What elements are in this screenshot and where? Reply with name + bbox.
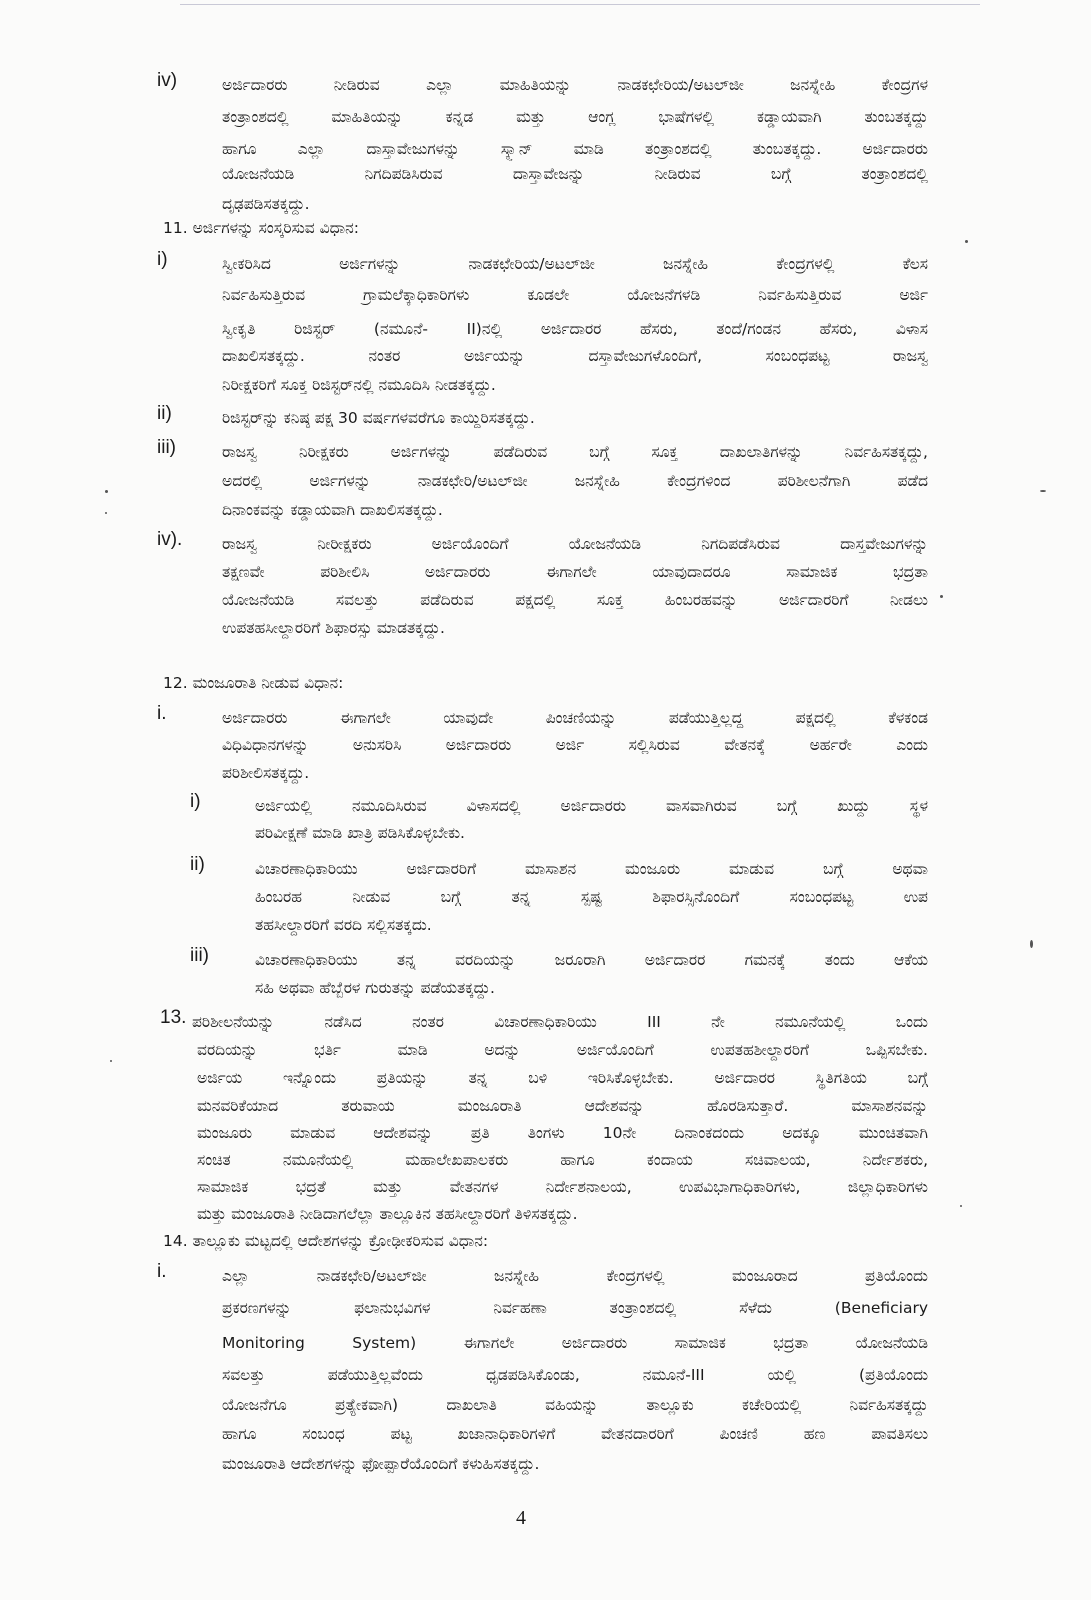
scan-speck [105,490,108,493]
item-label: iii) [157,437,176,458]
text-line: ಮಂಜೂರಾತಿ ಆದೇಶಗಳನ್ನು ಫೋಪ್ಪಾರೆಯೊಂದಿಗೆ ಕಳುಹಿಸತಕ್ಕದ್ದು. [222,1455,540,1473]
section-heading: 14. ತಾಲ್ಲೂಕು ಮಟ್ಟದಲ್ಲಿ ಆದೇಶಗಳನ್ನು ಕ್ರೋಢೀಕರಿಸುವ ವಿಧಾನ: [163,1232,489,1250]
text-line: ಮಂಜೂರು ಮಾಡುವ ಆದೇಶವನ್ನು ಪ್ರತಿ ತಿಂಗಳು 10ನೇ ದಿನಾಂಕದಂದು ಅದಕ್ಕೂ ಮುಂಚಿತವಾಗಿ [197,1124,928,1142]
item-label: i. [157,703,167,724]
text-line: ವರದಿಯನ್ನು ಭರ್ತಿ ಮಾಡಿ ಅದನ್ನು ಅರ್ಜಿಯೊಂದಿಗೆ ಉಪತಹಶೀಲ್ದಾರರಿಗೆ ಒಪ್ಪಿಸಬೇಕು. [197,1041,928,1059]
item-label: ii) [157,403,172,424]
section-heading: 12. ಮಂಜೂರಾತಿ ನೀಡುವ ವಿಧಾನ: [163,674,344,692]
text-line: ರಾಜಸ್ವ ನೀರೀಕ್ಷಕರು ಅರ್ಜಿಯೊಂದಿಗೆ ಯೋಜನೆಯಡಿ ನಿಗದಿಪಡೆಸಿರುವ ದಾಸ್ತವೇಜುಗಳನ್ನು [222,535,928,553]
scan-speck [110,1060,112,1062]
text-line: ಅದರಲ್ಲಿ ಅರ್ಜಿಗಳನ್ನು ನಾಡಕಛೇರಿ/ಅಟಲ್‌ಜೀ ಜನಸ್ನೇಹಿ ಕೇಂದ್ರಗಳಿಂದ ಪರಿಶೀಲನೆಗಾಗಿ ಪಡೆದ [222,472,928,490]
text-line: ಯೋಜನೆಯಡಿ ಸವಲತ್ತು ಪಡೆದಿರುವ ಪಕ್ಷದಲ್ಲಿ ಸೂಕ್ತ ಹಿಂಬರಹವನ್ನು ಅರ್ಜಿದಾರರಿಗೆ ನೀಡಲು [222,591,928,609]
text-line: ಸಾಮಾಜಿಕ ಭದ್ರತೆ ಮತ್ತು ವೇತನಗಳ ನಿರ್ದೇಶನಾಲಯ, ಉಪವಿಭಾಗಾಧಿಕಾರಿಗಳು, ಜಿಲ್ಲಾಧಿಕಾರಿಗಳು [197,1178,928,1196]
scan-speck [105,512,107,514]
item-label: i) [157,249,168,270]
text-line: ರಾಜಸ್ವ ನಿರೀಕ್ಷಕರು ಅರ್ಜಿಗಳನ್ನು ಪಡೆದಿರುವ ಬಗ್ಗೆ ಸೂಕ್ತ ದಾಖಲಾತಿಗಳನ್ನು ನಿರ್ವಹಿಸತಕ್ಕದ್ದು, [222,443,928,461]
item-label: i) [190,791,201,812]
text-line: ಯೋಜನೆಗೂ ಪ್ರತ್ಯೇಕವಾಗಿ) ದಾಖಲಾತಿ ವಹಿಯನ್ನು ತಾಲ್ಲೂಕು ಕಚೇರಿಯಲ್ಲಿ ನಿರ್ವಹಿಸತಕ್ಕದ್ದು [222,1396,928,1414]
text-line: ನಿರ್ವಹಿಸುತ್ತಿರುವ ಗ್ರಾಮಲೆಕ್ಕಾಧಿಕಾರಿಗಳು ಕೂಡಲೇ ಯೋಜನೆಗಳಡಿ ನಿರ್ವಹಿಸುತ್ತಿರುವ ಅರ್ಜಿ [222,286,928,304]
text-line: ದಿನಾಂಕವನ್ನು ಕಡ್ಡಾಯವಾಗಿ ದಾಖಲಿಸತಕ್ಕದ್ದು. [222,501,443,519]
text-line: ಪ್ರಕರಣಗಳನ್ನು ಫಲಾನುಭವಿಗಳ ನಿರ್ವಹಣಾ ತಂತ್ರಾಂಶದಲ್ಲಿ ಸೆಳೆದು (Beneficiary [222,1299,928,1317]
text-line: ಮತ್ತು ಮಂಜೂರಾತಿ ನೀಡಿದಾಗಲೆಲ್ಲಾ ತಾಲ್ಲೂಕಿನ ತಹಸೀಲ್ದಾರರಿಗೆ ತಿಳಿಸತಕ್ಕದ್ದು. [197,1205,578,1223]
text-line: ಸಹಿ ಅಥವಾ ಹೆಬ್ಬೆರಳ ಗುರುತನ್ನು ಪಡೆಯತಕ್ಕದ್ದು. [255,979,495,997]
text-line: ಅರ್ಜಿದಾರರು ಈಗಾಗಲೇ ಯಾವುದೇ ಪಿಂಚಣಿಯನ್ನು ಪಡೆಯುತ್ತಿಲ್ಲದ್ದ ಪಕ್ಷದಲ್ಲಿ ಕೆಳಕಂಡ [222,709,928,727]
item-label: i. [157,1261,167,1282]
item-label: iv). [157,529,183,550]
text-line: ಪರಿಶೀಲಿಸತಕ್ಕದ್ದು. [222,764,310,782]
text-line: ಹಾಗೂ ಎಲ್ಲಾ ದಾಸ್ತಾವೇಜುಗಳನ್ನು ಸ್ಕ್ಯಾನ್ ಮಾಡಿ ತಂತ್ರಾಂಶದಲ್ಲಿ ತುಂಬತಕ್ಕದ್ದು. ಅರ್ಜಿದಾರರು [222,140,928,158]
scan-speck [960,1205,962,1207]
section-heading: 11. ಅರ್ಜಿಗಳನ್ನು ಸಂಸ್ಕರಿಸುವ ವಿಧಾನ: [163,219,359,237]
text-line: ಸವಲತ್ತು ಪಡೆಯುತ್ತಿಲ್ಲವೆಂದು ಧೃಡಪಡಿಸಿಕೊಂಡು, ನಮೂನೆ-III ಯಲ್ಲಿ (ಪ್ರತಿಯೊಂದು [222,1366,928,1384]
item-label: iii) [190,945,209,966]
item-label: 13. [160,1007,187,1028]
text-line: ರಿಜಿಸ್ಟರ್‌ನ್ನು ಕನಿಷ್ಠ ಪಕ್ಷ 30 ವರ್ಷಗಳವರೆಗೂ ಕಾಯ್ದಿರಿಸತಕ್ಕದ್ದು. [222,409,535,427]
text-line: ವಿಧಿವಿಧಾನಗಳನ್ನು ಅನುಸರಿಸಿ ಅರ್ಜಿದಾರರು ಅರ್ಜಿ ಸಲ್ಲಿಸಿರುವ ವೇತನಕ್ಕೆ ಅರ್ಹರೇ ಎಂದು [222,736,928,754]
text-line: ಮನವರಿಕೆಯಾದ ತರುವಾಯ ಮಂಜೂರಾತಿ ಆದೇಶವನ್ನು ಹೊರಡಿಸುತ್ತಾರೆ. ಮಾಸಾಶನವನ್ನು [197,1097,928,1115]
page-number: 4 [516,1507,526,1529]
text-line: ಹಿಂಬರಹ ನೀಡುವ ಬಗ್ಗೆ ತನ್ನ ಸ್ಪಷ್ಟ ಶಿಫಾರಸ್ಸಿನೊಂದಿಗೆ ಸಂಬಂಧಪಟ್ಟ ಉಪ [255,888,928,906]
text-line: ಪರಿಶೀಲನೆಯನ್ನು ನಡೆಸಿದ ನಂತರ ವಿಚಾರಣಾಧಿಕಾರಿಯು III ನೇ ನಮೂನೆಯಲ್ಲಿ ಒಂದು [192,1013,928,1031]
scan-edge-line [180,4,980,5]
item-label: iv) [157,70,178,91]
text-line: ತಹಸೀಲ್ದಾರರಿಗೆ ವರದಿ ಸಲ್ಲಿಸತಕ್ಕದು. [255,916,432,934]
text-line: ವಿಚಾರಣಾಧಿಕಾರಿಯು ತನ್ನ ವರದಿಯನ್ನು ಜರೂರಾಗಿ ಅರ್ಜಿದಾರರ ಗಮನಕ್ಕೆ ತಂದು ಆಕೆಯ [255,951,928,969]
text-line: ವಿಚಾರಣಾಧಿಕಾರಿಯು ಅರ್ಜಿದಾರರಿಗೆ ಮಾಸಾಶನ ಮಂಜೂರು ಮಾಡುವ ಬಗ್ಗೆ ಅಥವಾ [255,860,928,878]
text-line: ತಕ್ಷಣವೇ ಪರಿಶೀಲಿಸಿ ಅರ್ಜಿದಾರರು ಈಗಾಗಲೇ ಯಾವುದಾದರೂ ಸಾಮಾಜಿಕ ಭದ್ರತಾ [222,563,928,581]
text-line: ಸ್ವೀಕೃತಿ ರಿಜಿಸ್ಟರ್ (ನಮೂನೆ- II)ನಲ್ಲಿ ಅರ್ಜಿದಾರರ ಹೆಸರು, ತಂದೆ/ಗಂಡನ ಹೆಸರು, ವಿಳಾಸ [222,320,928,338]
text-line: ಪರಿವೀಕ್ಷಣೆ ಮಾಡಿ ಖಾತ್ರಿ ಪಡಿಸಿಕೊಳ್ಳಬೇಕು. [255,824,465,842]
text-line: ಸಂಚಿತ ನಮೂನೆಯಲ್ಲಿ ಮಹಾಲೇಖಪಾಲಕರು ಹಾಗೂ ಕಂದಾಯ ಸಚಿವಾಲಯ, ನಿರ್ದೇಶಕರು, [197,1151,928,1169]
text-line: ಅರ್ಜಿದಾರರು ನೀಡಿರುವ ಎಲ್ಲಾ ಮಾಹಿತಿಯನ್ನು ನಾಡಕಛೇರಿಯ/ಅಟಲ್‌ಜೀ ಜನಸ್ನೇಹಿ ಕೇಂದ್ರಗಳ [222,76,928,94]
scan-speck [940,595,943,598]
text-line: ಯೋಜನೆಯಡಿ ನಿಗದಿಪಡಿಸಿರುವ ದಾಸ್ತಾವೇಜನ್ನು ನೀಡಿರುವ ಬಗ್ಗೆ ತಂತ್ರಾಂಶದಲ್ಲಿ [222,165,928,183]
text-line: ನಿರೀಕ್ಷಕರಿಗೆ ಸೂಕ್ತ ರಿಜಿಸ್ಟರ್‌ನಲ್ಲಿ ನಮೂದಿಸಿ ನೀಡತಕ್ಕದ್ದು. [222,376,496,394]
text-line: ತಂತ್ರಾಂಶದಲ್ಲಿ ಮಾಹಿತಿಯನ್ನು ಕನ್ನಡ ಮತ್ತು ಆಂಗ್ಲ ಭಾಷೆಗಳಲ್ಲಿ ಕಡ್ಡಾಯವಾಗಿ ತುಂಬತಕ್ಕದ್ದು [222,108,928,126]
item-label: ii) [190,854,205,875]
text-line: ಉಪತಹಸೀಲ್ದಾರರಿಗೆ ಶಿಫಾರಸ್ಸು ಮಾಡತಕ್ಕದ್ದು. [222,619,445,637]
text-line: ದೃಢಪಡಿಸತಕ್ಕದ್ದು. [222,195,310,213]
text-line: Monitoring System) ಈಗಾಗಲೇ ಅರ್ಜಿದಾರರು ಸಾಮಾಜಿಕ ಭದ್ರತಾ ಯೋಜನೆಯಡಿ [222,1334,928,1352]
text-line: ಎಲ್ಲಾ ನಾಡಕಛೇರಿ/ಅಟಲ್‌ಜೀ ಜನಸ್ನೇಹಿ ಕೇಂದ್ರಗಳಲ್ಲಿ ಮಂಜೂರಾದ ಪ್ರತಿಯೊಂದು [222,1267,928,1285]
scan-speck [965,240,968,243]
text-line: ಅರ್ಜಿಯ ಇನ್ನೊಂದು ಪ್ರತಿಯನ್ನು ತನ್ನ ಬಳಿ ಇರಿಸಿಕೊಳ್ಳಬೇಕು. ಅರ್ಜಿದಾರರ ಸ್ಥಿತಿಗತಿಯ ಬಗ್ಗೆ [197,1069,928,1087]
text-line: ಹಾಗೂ ಸಂಬಂಧ ಪಟ್ಟ ಖಜಾನಾಧಿಕಾರಿಗಳಿಗೆ ವೇತನದಾರರಿಗೆ ಪಿಂಚಣಿ ಹಣ ಪಾವತಿಸಲು [222,1425,928,1443]
text-line: ಸ್ವೀಕರಿಸಿದ ಅರ್ಜಿಗಳನ್ನು ನಾಡಕಛೇರಿಯ/ಅಟಲ್‌ಜೀ ಜನಸ್ನೇಹಿ ಕೇಂದ್ರಗಳಲ್ಲಿ ಕೆಲಸ [222,255,928,273]
text-line: ಅರ್ಜಿಯಲ್ಲಿ ನಮೂದಿಸಿರುವ ವಿಳಾಸದಲ್ಲಿ ಅರ್ಜಿದಾರರು ವಾಸವಾಗಿರುವ ಬಗ್ಗೆ ಖುದ್ದು ಸ್ಥಳ [255,797,928,815]
text-line: ದಾಖಲಿಸತಕ್ಕದ್ದು. ನಂತರ ಅರ್ಜಿಯನ್ನು ದಸ್ತಾವೇಜುಗಳೊಂದಿಗೆ, ಸಂಬಂಧಪಟ್ಟ ರಾಜಸ್ವ [222,347,928,365]
scan-speck [1040,490,1046,492]
scan-speck [1030,940,1033,948]
